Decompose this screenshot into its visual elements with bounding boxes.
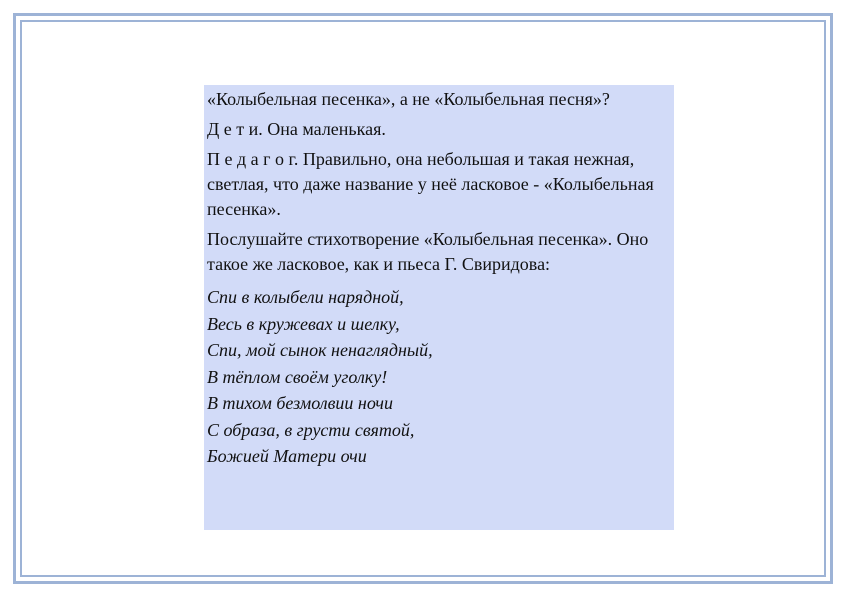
poem-line: Весь в кружевах и шелку, [207,313,400,334]
poem-line: Спи в колыбели нарядной, [207,287,404,307]
poem [207,284,670,470]
children-speaker: Д е т и. [207,119,263,139]
poem-line: Божией Матери очи [207,446,367,466]
text-box [204,85,674,530]
poem-line: Спи, мой сынок ненаглядный, [207,340,433,360]
teacher-reply [207,147,670,222]
poem-line: С образа, в грусти святой, [207,419,415,440]
poem-line: В тихом безмолвии ночи [207,393,393,413]
children-reply [207,117,670,142]
poem-line: В тёплом своём уголку! [207,366,388,387]
teacher-text: Правильно, она небольшая и такая нежная, светлая, что даже название у неё ласковое - «Колыбельная песенка». [207,149,654,219]
question-paragraph: «Колыбельная песенка», а не «Колыбельная песня»? [207,89,610,109]
teacher-speaker: П е д а г о г. [207,149,299,169]
poem-intro: Послушайте стихотворение «Колыбельная песенка». Оно такое же ласковое, как и пьеса Г. Свиридова: [207,229,649,274]
children-text: Она маленькая. [267,119,386,139]
